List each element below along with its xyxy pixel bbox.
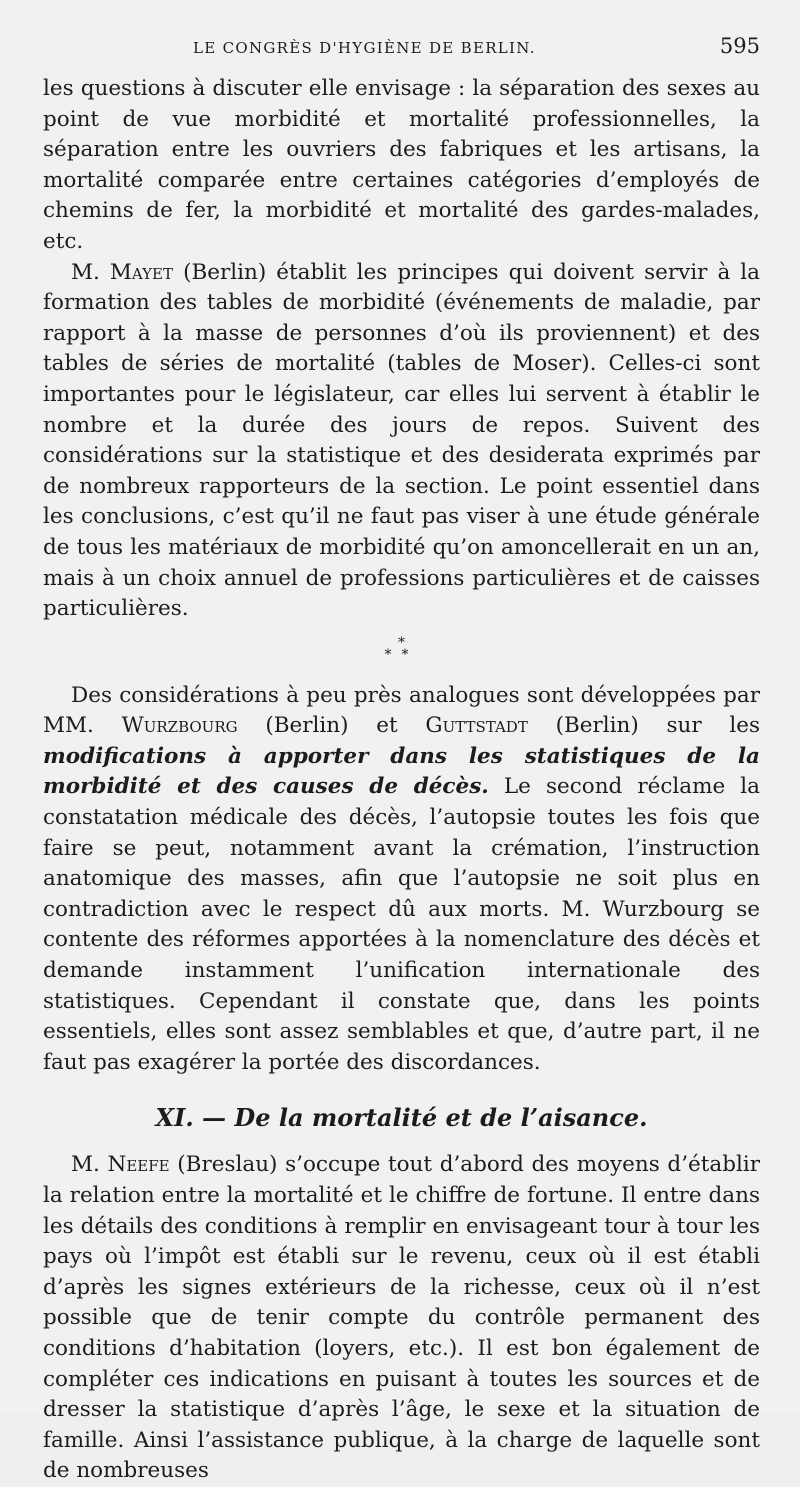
- paragraph-1: les questions à discuter elle envisage : la séparation des sexes au point de vue morbidité et mortalité professionnelles, la séparation entre les ouvriers des fabriques et les artisans, la mortalité comparée entre certaines catégories d’employés de chemins de fer, la morbidité et mortalité des gardes-malades, etc.: [43, 76, 760, 254]
- separator-star-top: *: [398, 634, 405, 651]
- section-separator-stars: [43, 625, 760, 681]
- paragraph-3-part-b: (Berlin) et: [265, 713, 398, 739]
- paragraph-3: [43, 681, 760, 1079]
- paragraph-3-emphasis: modifications à apporter dans les statistiques de la morbidité et des causes de décès.: [43, 743, 760, 800]
- author-name-neefe: Neefe: [107, 1152, 170, 1178]
- paragraph-4-text: (Breslau) s’occupe tout d’abord des moyens d’établir la relation entre la mortalité et le chiffre de fortune. Il entre dans les détails des conditions à remplir en envisageant tour à tour les pays où l’impôt est établi sur le revenu, ceux où il est établi d’après les signes extérieurs de la richesse, ceux où il n’est possible que de tenir compte du contrôle permanent des conditions d’habitation (loyers, etc.). Il est bon également de compléter ces indications en puisant à toutes les sources et de dresser la statistique d’après l’âge, le sexe et la situation de famille. Ainsi l’assistance publique, à la charge de laquelle sont de nombreuses: [43, 1152, 761, 1484]
- author-name-wurzbourg: Wurzbourg: [121, 713, 238, 739]
- paragraph-2: [43, 258, 760, 625]
- mister-abbrev-2: M.: [71, 1152, 100, 1178]
- section-title: XI. — De la mortalité et de l’aisance.: [155, 1103, 648, 1133]
- separator-stars-bottom: **: [384, 646, 419, 663]
- paragraph-4: [43, 1150, 760, 1487]
- paragraph-2-text: (Berlin) établit les principes qui doivent servir à la formation des tables de morbidité (événements de maladie, par rapport à la masse de personnes d’où ils proviennent) et des tables de séries de mortalité (tables de Moser). Celles-ci sont importantes pour le législateur, car elles lui servent à établir le nombre et la durée des jours de repos. Suivent des considérations sur la statistique et des desiderata exprimés par de nombreux rapporteurs de la section. Le point essentiel dans les conclusions, c’est qu’il ne faut pas viser à une étude générale de tous les matériaux de morbidité qu’on amoncellerait en un an, mais à un choix annuel de professions particulières et de caisses particulières.: [43, 259, 760, 622]
- author-name-mayet: Mayet: [109, 259, 174, 285]
- paragraph-3-part-c: (Berlin) sur les: [555, 713, 761, 739]
- mister-abbrev: M.: [71, 259, 100, 285]
- running-header: [43, 34, 760, 74]
- paragraph-3-part-a: Des considérations à peu près analogues sont développées par MM.: [43, 682, 760, 739]
- page-number: 595: [719, 34, 760, 58]
- paragraph-3-part-d: Le second réclame la constatation médicale des décès, l’autopsie toutes les fois que faire se peut, notamment avant la crémation, l’instruction anatomique des masses, afin que l’autopsie ne soit plus en contradiction avec le respect dû aux morts. M. Wurzbourg se contente des réformes apportées à la nomenclature des décès et demande instamment l’unification internationale des statistiques. Cependant il constate que, dans les points essentiels, elles sont assez semblables et que, d’autre part, il ne faut pas exagérer la portée des discordances.: [43, 774, 760, 1075]
- author-name-guttstadt: Guttstadt: [425, 713, 528, 739]
- running-title: LE CONGRÈS D'HYGIÈNE DE BERLIN.: [193, 39, 536, 57]
